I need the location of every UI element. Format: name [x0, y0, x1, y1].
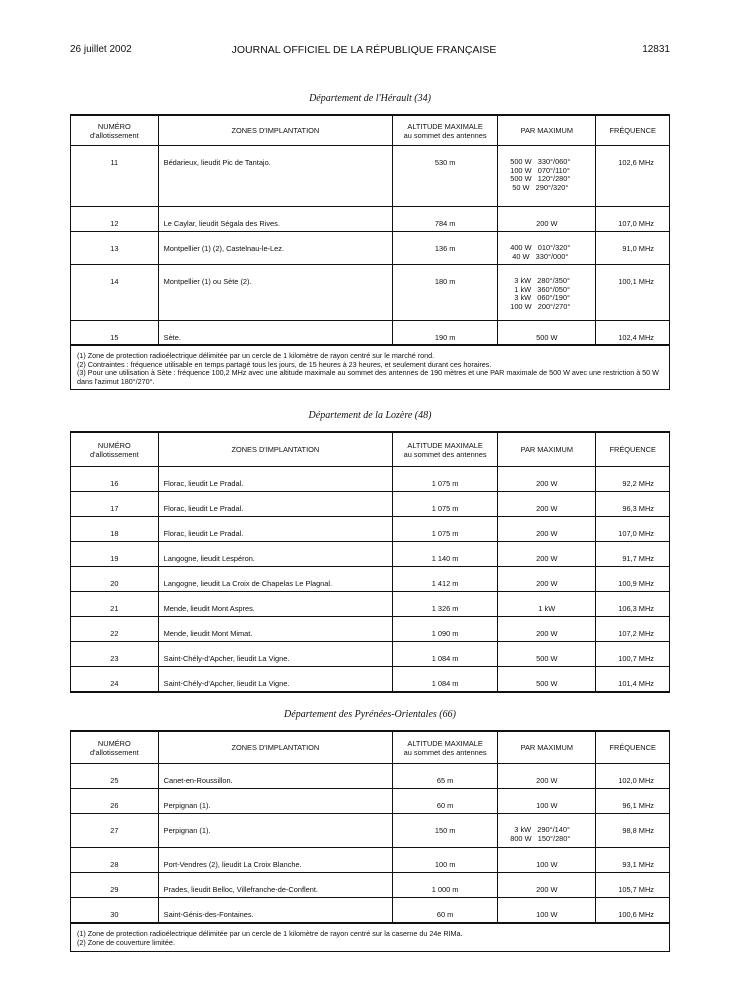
table-row	[71, 542, 669, 567]
allotment-number: 17	[71, 492, 158, 517]
col-header-altitude-line1: ALTITUDE MAXIMALE	[407, 121, 483, 131]
altitude-max: 1 075 m	[393, 492, 498, 517]
frequence: 102,0 MHz	[596, 764, 669, 789]
table-row	[71, 207, 669, 232]
par-line: 200 W	[536, 776, 558, 785]
frequence: 106,3 MHz	[596, 592, 669, 617]
allotment-number: 25	[71, 764, 158, 789]
col-header-zones: ZONES D'IMPLANTATION	[158, 732, 392, 764]
par-maximum	[498, 873, 596, 898]
par-maximum	[498, 814, 596, 848]
allotment-table	[71, 115, 669, 345]
col-header-numero	[71, 732, 158, 764]
table-row	[71, 492, 669, 517]
frequence: 100,6 MHz	[596, 898, 669, 923]
frequence: 102,6 MHz	[596, 146, 669, 207]
frequence: 107,0 MHz	[596, 207, 669, 232]
table-row	[71, 467, 669, 492]
altitude-max: 100 m	[393, 848, 498, 873]
frequence: 107,0 MHz	[596, 517, 669, 542]
frequence: 105,7 MHz	[596, 873, 669, 898]
allotment-table-box	[70, 730, 670, 952]
par-line: 1 kW	[538, 604, 556, 613]
footnote: (2) Contraintes : fréquence utilisable en temps partagé tous les jours, de 15 heures à 23 heures, et seulement durant ces horaires.	[77, 359, 492, 369]
table-row	[71, 764, 669, 789]
footnotes	[71, 345, 669, 389]
par-maximum	[498, 146, 596, 207]
par-maximum	[498, 592, 596, 617]
par-line: 40 W 330°/000°	[510, 251, 569, 261]
par-maximum	[498, 789, 596, 814]
par-maximum	[498, 567, 596, 592]
par-maximum	[498, 642, 596, 667]
altitude-max: 1 084 m	[393, 642, 498, 667]
zone-implantation: Prades, lieudit Belloc, Villefranche-de-Conflent.	[158, 873, 392, 898]
zone-implantation: Montpellier (1) ou Sète (2).	[158, 265, 392, 321]
altitude-max: 1 075 m	[393, 467, 498, 492]
header-title: JOURNAL OFFICIEL DE LA RÉPUBLIQUE FRANÇAISE	[231, 44, 497, 56]
allotment-number: 13	[71, 232, 158, 265]
col-header-numero-line1: NUMÉRO	[97, 440, 131, 450]
altitude-max: 1 140 m	[393, 542, 498, 567]
table-row	[71, 898, 669, 923]
table-row	[71, 265, 669, 321]
frequence: 100,7 MHz	[596, 642, 669, 667]
par-line: 100 W 200°/270°	[510, 301, 571, 311]
altitude-max: 1 412 m	[393, 567, 498, 592]
par-line: 3 kW 060°/190°	[510, 293, 570, 303]
par-maximum	[498, 467, 596, 492]
col-header-numero-line2: d'allotissement	[89, 449, 139, 459]
col-header-par: PAR MAXIMUM	[498, 433, 596, 467]
frequence: 98,8 MHz	[596, 814, 669, 848]
col-header-altitude-line1: ALTITUDE MAXIMALE	[407, 440, 483, 450]
par-maximum	[498, 667, 596, 692]
table-row	[71, 321, 669, 345]
frequence: 93,1 MHz	[596, 848, 669, 873]
altitude-max: 65 m	[393, 764, 498, 789]
zone-implantation: Port-Vendres (2), lieudit La Croix Blanche.	[158, 848, 392, 873]
table-row	[71, 567, 669, 592]
altitude-max: 150 m	[393, 814, 498, 848]
altitude-max: 136 m	[393, 232, 498, 265]
allotment-number: 30	[71, 898, 158, 923]
frequence: 100,1 MHz	[596, 265, 669, 321]
altitude-max: 530 m	[393, 146, 498, 207]
col-header-altitude	[393, 116, 498, 146]
allotment-number: 11	[71, 146, 158, 207]
zone-implantation: Langogne, lieudit Lespéron.	[158, 542, 392, 567]
table-row	[71, 232, 669, 265]
par-line: 200 W	[536, 529, 558, 538]
zone-implantation: Saint-Chély-d'Apcher, lieudit La Vigne.	[158, 642, 392, 667]
par-line: 500 W	[536, 654, 558, 663]
table-row	[71, 873, 669, 898]
allotment-table	[71, 432, 669, 692]
zone-implantation: Saint-Génis-des-Fontaines.	[158, 898, 392, 923]
table-row	[71, 789, 669, 814]
footnote: (2) Zone de couverture limitée.	[77, 937, 175, 947]
col-header-altitude	[393, 732, 498, 764]
allotment-number: 29	[71, 873, 158, 898]
frequence: 102,4 MHz	[596, 321, 669, 345]
par-maximum	[498, 232, 596, 265]
allotment-number: 19	[71, 542, 158, 567]
altitude-max: 1 326 m	[393, 592, 498, 617]
altitude-max: 1 000 m	[393, 873, 498, 898]
par-line: 200 W	[536, 579, 558, 588]
footnote: (1) Zone de protection radioélectrique délimitée par un cercle de 1 kilomètre de rayon centré sur la caserne du 24e RIMa.	[77, 929, 463, 938]
allotment-number: 28	[71, 848, 158, 873]
footnotes	[71, 923, 669, 951]
zone-implantation: Perpignan (1).	[158, 814, 392, 848]
col-header-zones: ZONES D'IMPLANTATION	[158, 116, 392, 146]
allotment-table-box	[70, 114, 670, 390]
table-row	[71, 848, 669, 873]
table-row	[71, 667, 669, 692]
frequence: 100,9 MHz	[596, 567, 669, 592]
col-header-altitude-line2: au sommet des antennes	[403, 449, 487, 459]
par-line: 100 W	[536, 801, 558, 810]
par-line: 200 W	[536, 479, 558, 488]
frequence: 96,1 MHz	[596, 789, 669, 814]
par-line: 100 W	[536, 860, 558, 869]
allotment-number: 26	[71, 789, 158, 814]
frequence: 91,0 MHz	[596, 232, 669, 265]
frequence: 101,4 MHz	[596, 667, 669, 692]
footnote: (3) Pour une utilisation à Sète : fréquence 100,2 MHz avec une altitude maximale au sommet des antennes de 190 mètres et une PAR maximale de 500 W avec une restriction à 50 W dans l'azimut 180°/270°.	[77, 368, 659, 386]
zone-implantation: Mende, lieudit Mont Mimat.	[158, 617, 392, 642]
col-header-par: PAR MAXIMUM	[498, 732, 596, 764]
par-maximum	[498, 764, 596, 789]
par-maximum	[498, 265, 596, 321]
allotment-number: 12	[71, 207, 158, 232]
zone-implantation: Montpellier (1) (2), Castelnau-le-Lez.	[158, 232, 392, 265]
zone-implantation: Florac, lieudit Le Pradal.	[158, 467, 392, 492]
par-line: 400 W 010°/320°	[510, 243, 571, 252]
col-header-numero-line2: d'allotissement	[89, 130, 139, 140]
par-line: 3 kW 280°/350°	[510, 276, 570, 285]
frequence: 107,2 MHz	[596, 617, 669, 642]
par-maximum	[498, 848, 596, 873]
col-header-altitude	[393, 433, 498, 467]
frequence: 96,3 MHz	[596, 492, 669, 517]
table-row	[71, 592, 669, 617]
par-line: 500 W 120°/280°	[510, 174, 571, 184]
altitude-max: 60 m	[393, 789, 498, 814]
par-line: 50 W 290°/320°	[510, 182, 569, 192]
par-maximum	[498, 517, 596, 542]
zone-implantation: Mende, lieudit Mont Aspres.	[158, 592, 392, 617]
allotment-number: 20	[71, 567, 158, 592]
table-row	[71, 517, 669, 542]
par-line: 100 W 070°/110°	[510, 165, 570, 175]
altitude-max: 60 m	[393, 898, 498, 923]
allotment-number: 27	[71, 814, 158, 848]
col-header-numero-line1: NUMÉRO	[97, 738, 131, 748]
section-title: Département des Pyrénées-Orientales (66)	[284, 709, 456, 720]
col-header-numero-line2: d'allotissement	[89, 747, 139, 757]
zone-implantation: Bédarieux, lieudit Pic de Tantajo.	[158, 146, 392, 207]
allotment-table-box	[70, 431, 670, 693]
zone-implantation: Saint-Chély-d'Apcher, lieudit La Vigne.	[158, 667, 392, 692]
section-title: Département de l'Hérault (34)	[309, 93, 431, 104]
par-line: 200 W	[536, 219, 558, 228]
par-line: 800 W 150°/280°	[510, 833, 571, 843]
par-line: 200 W	[536, 504, 558, 513]
col-header-frequence: FRÉQUENCE	[596, 732, 669, 764]
zone-implantation: Le Caylar, lieudit Ségala des Rives.	[158, 207, 392, 232]
par-line: 100 W	[536, 910, 558, 919]
table-row	[71, 814, 669, 848]
par-line: 200 W	[536, 554, 558, 563]
table-row	[71, 642, 669, 667]
par-maximum	[498, 321, 596, 345]
altitude-max: 1 084 m	[393, 667, 498, 692]
par-maximum	[498, 898, 596, 923]
col-header-par: PAR MAXIMUM	[498, 116, 596, 146]
col-header-altitude-line1: ALTITUDE MAXIMALE	[407, 738, 483, 748]
section-title: Département de la Lozère (48)	[308, 410, 432, 421]
allotment-number: 18	[71, 517, 158, 542]
frequence: 91,7 MHz	[596, 542, 669, 567]
par-line: 200 W	[536, 885, 558, 894]
col-header-numero-line1: NUMÉRO	[97, 121, 131, 131]
col-header-altitude-line2: au sommet des antennes	[403, 747, 487, 757]
par-maximum	[498, 207, 596, 232]
zone-implantation: Canet-en-Roussillon.	[158, 764, 392, 789]
col-header-numero	[71, 116, 158, 146]
allotment-number: 14	[71, 265, 158, 321]
table-row	[71, 617, 669, 642]
par-line: 200 W	[536, 629, 558, 638]
zone-implantation: Florac, lieudit Le Pradal.	[158, 492, 392, 517]
par-maximum	[498, 542, 596, 567]
zone-implantation: Perpignan (1).	[158, 789, 392, 814]
allotment-number: 22	[71, 617, 158, 642]
zone-implantation: Langogne, lieudit La Croix de Chapelas Le Plagnal.	[158, 567, 392, 592]
col-header-frequence: FRÉQUENCE	[596, 116, 669, 146]
allotment-number: 21	[71, 592, 158, 617]
footnote: (1) Zone de protection radioélectrique délimitée par un cercle de 1 kilomètre de rayon centré sur le marché rond.	[77, 351, 435, 360]
col-header-zones: ZONES D'IMPLANTATION	[158, 433, 392, 467]
altitude-max: 1 090 m	[393, 617, 498, 642]
col-header-altitude-line2: au sommet des antennes	[403, 130, 487, 140]
par-line: 1 kW 360°/050°	[510, 284, 570, 294]
altitude-max: 784 m	[393, 207, 498, 232]
frequence: 92,2 MHz	[596, 467, 669, 492]
par-line: 500 W 330°/060°	[510, 157, 571, 166]
header-page-number: 12831	[642, 44, 670, 55]
par-line: 3 kW 290°/140°	[510, 825, 570, 834]
zone-implantation: Sète.	[158, 321, 392, 345]
altitude-max: 180 m	[393, 265, 498, 321]
par-line: 500 W	[536, 679, 558, 688]
allotment-number: 16	[71, 467, 158, 492]
col-header-numero	[71, 433, 158, 467]
header-date: 26 juillet 2002	[70, 44, 132, 55]
page-header	[70, 44, 670, 60]
allotment-number: 15	[71, 321, 158, 345]
allotment-number: 23	[71, 642, 158, 667]
col-header-frequence: FRÉQUENCE	[596, 433, 669, 467]
altitude-max: 190 m	[393, 321, 498, 345]
altitude-max: 1 075 m	[393, 517, 498, 542]
allotment-table	[71, 731, 669, 923]
par-maximum	[498, 492, 596, 517]
allotment-number: 24	[71, 667, 158, 692]
par-line: 500 W	[536, 333, 558, 342]
table-row	[71, 146, 669, 207]
par-maximum	[498, 617, 596, 642]
zone-implantation: Florac, lieudit Le Pradal.	[158, 517, 392, 542]
